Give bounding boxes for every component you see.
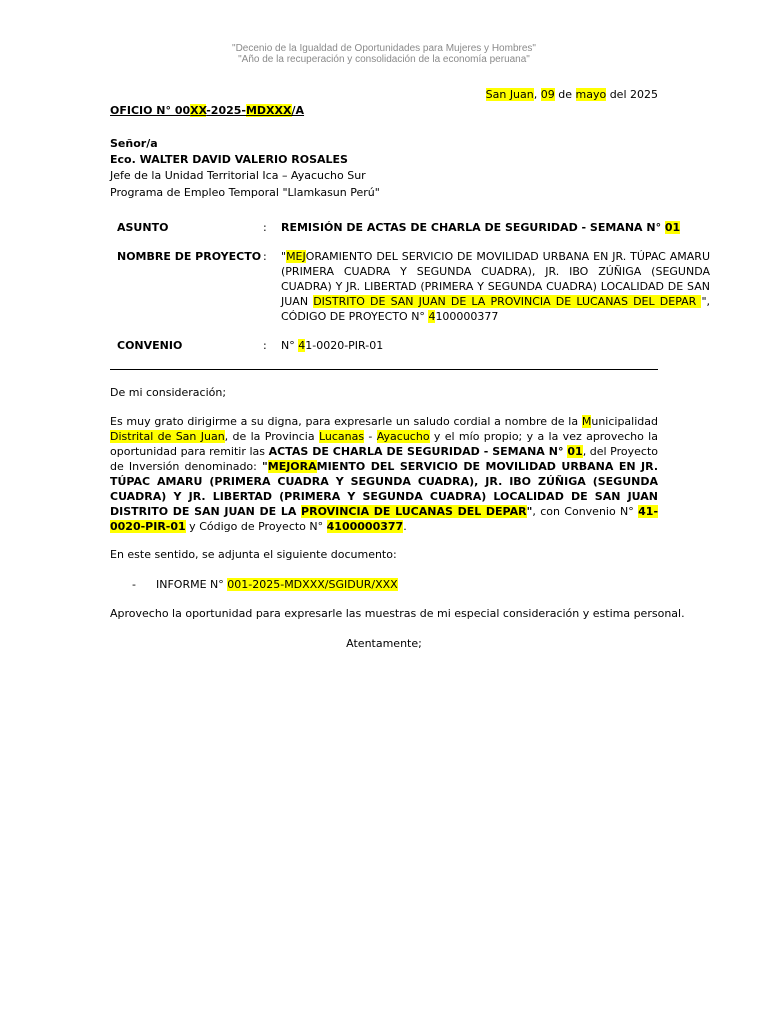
sign-off: Atentamente;: [346, 637, 422, 650]
asunto-label: ASUNTO: [117, 221, 169, 234]
body-project: MIENTO DEL SERVICIO DE MOVILIDAD URBANA EN JR. TÚPAC AMARU (PRIMERA CUADRA Y SEGUNDA CUADRA), JR. IBO ZÚÑIGA (SEGUNDA CUADRA) Y JR. LIBERTAD (PRIMERA Y SEGUNDA CUADRA) LOCALIDAD DE SAN JUAN DISTRITO DE SAN JUAN DE LA: [110, 460, 659, 518]
recipient-position-1: Jefe de la Unidad Territorial Ica – Ayacucho Sur: [110, 169, 366, 182]
date-de: de: [554, 88, 576, 101]
proyecto-text: ORAMIENTO DEL SERVICIO DE MOVILIDAD URBANA EN JR. TÚPAC AMARU (PRIMERA CUADRA Y SEGUNDA CUADRA), JR. IBO ZÚÑIGA (SEGUNDA CUADRA) Y JR. LIBERTAD (PRIMERA Y SEGUNDA CUADRA) LOCALIDAD DE SAN JUAN: [281, 250, 710, 308]
body-actas: ACTAS DE CHARLA DE SEGURIDAD - SEMANA N°: [268, 445, 568, 458]
body-hl-distrital: Distrital de San Juan: [110, 430, 225, 443]
date-day: 09: [540, 88, 555, 101]
body-text-8: y Código de Proyecto N°: [185, 520, 327, 533]
greeting: De mi consideración;: [110, 386, 227, 399]
convenio-hl: 4: [298, 339, 306, 352]
proyecto-label: NOMBRE DE PROYECTO: [117, 250, 262, 263]
body-text-3: , de la Provincia: [224, 430, 319, 443]
body-paragraph: [110, 414, 658, 534]
closing-paragraph: Aprovecho la oportunidad para expresarle las muestras de mi especial consideración y estima personal.: [110, 607, 685, 620]
body-quote-open: ": [262, 460, 268, 473]
proyecto-hl-mej: MEJ: [286, 250, 306, 263]
date-line: [486, 87, 658, 102]
recipient-salutation: Señor/a: [110, 137, 158, 150]
proyecto-colon: :: [263, 250, 267, 263]
convenio-colon: :: [263, 339, 267, 352]
convenio-value: [281, 338, 710, 353]
body-text-5: y el mío propio; y a la vez aprovecho la oportunidad para remitir las: [110, 430, 658, 458]
informe-prefix: INFORME N°: [156, 578, 228, 591]
proyecto-value: [281, 249, 710, 324]
body-text-1: Es muy grato dirigirme a su digna, para expresarle un saludo cordial a nombre de la: [110, 415, 582, 428]
divider-line: [110, 369, 658, 370]
body-hl-mejora: MEJORA: [267, 460, 317, 473]
oficio-prefix: OFICIO N° 00: [110, 104, 191, 117]
date-month: mayo: [575, 88, 607, 101]
body-text-6: , del Proyecto de Inversión denominado:: [110, 445, 658, 473]
body-hl-code: 4100000377: [326, 520, 404, 533]
body-hl-ayacucho: Ayacucho: [376, 430, 430, 443]
recipient-position-2: Programa de Empleo Temporal "Llamkasun Perú": [110, 186, 380, 199]
oficio-mid: -2025-: [206, 104, 246, 117]
oficio-suffix: /A: [291, 104, 305, 117]
proyecto-hl-distrito: DISTRITO DE SAN JUAN DE LA PROVINCIA DE LUCANAS DEL DEPAR: [313, 295, 702, 308]
bullet-dash: -: [132, 578, 136, 591]
header-ano: "Año de la recuperación y consolidación de la economía peruana": [238, 54, 530, 65]
convenio-rest: 1-0020-PIR-01: [305, 339, 384, 352]
proyecto-tail: ", CÓDIGO DE PROYECTO N°: [281, 295, 710, 323]
convenio-label: CONVENIO: [117, 339, 183, 352]
body-quote-close: ": [526, 505, 533, 518]
asunto-text: REMISIÓN DE ACTAS DE CHARLA DE SEGURIDAD - SEMANA N°: [281, 221, 665, 234]
body-hl-provincia: PROVINCIA DE LUCANAS DEL DEPAR: [301, 505, 527, 518]
body-hl-01: 01: [567, 445, 583, 458]
proyecto-code: 100000377: [435, 310, 499, 323]
body-text-7: , con Convenio N°: [532, 505, 639, 518]
body-hl-lucanas: Lucanas: [318, 430, 365, 443]
asunto-week: 01: [664, 221, 681, 234]
body-text-4: -: [364, 430, 377, 443]
body-hl-convenio: 41-0020-PIR-01: [110, 505, 659, 533]
body-text-9: .: [403, 520, 407, 533]
oficio-org: MDXXX: [245, 104, 292, 117]
informe-number: 001-2025-MDXXX/SGIDUR/XXX: [227, 578, 398, 591]
date-year: del 2025: [606, 88, 658, 101]
date-city: San Juan: [485, 88, 534, 101]
body-hl-m: M: [581, 415, 592, 428]
attachment-intro: En este sentido, se adjunta el siguiente documento:: [110, 548, 397, 561]
recipient-name: Eco. WALTER DAVID VALERIO ROSALES: [110, 153, 348, 166]
proyecto-quote: ": [281, 250, 287, 263]
oficio-number: [110, 103, 304, 118]
oficio-xx: XX: [190, 104, 207, 117]
body-text-2: unicipalidad: [591, 415, 658, 428]
asunto-colon: :: [263, 221, 267, 234]
convenio-pre: N°: [281, 339, 299, 352]
header-decenio: "Decenio de la Igualdad de Oportunidades para Mujeres y Hombres": [232, 43, 536, 54]
date-sep: ,: [533, 88, 541, 101]
asunto-value: [281, 220, 710, 235]
attachment-item: [156, 577, 398, 592]
proyecto-code-hl: 4: [428, 310, 436, 323]
